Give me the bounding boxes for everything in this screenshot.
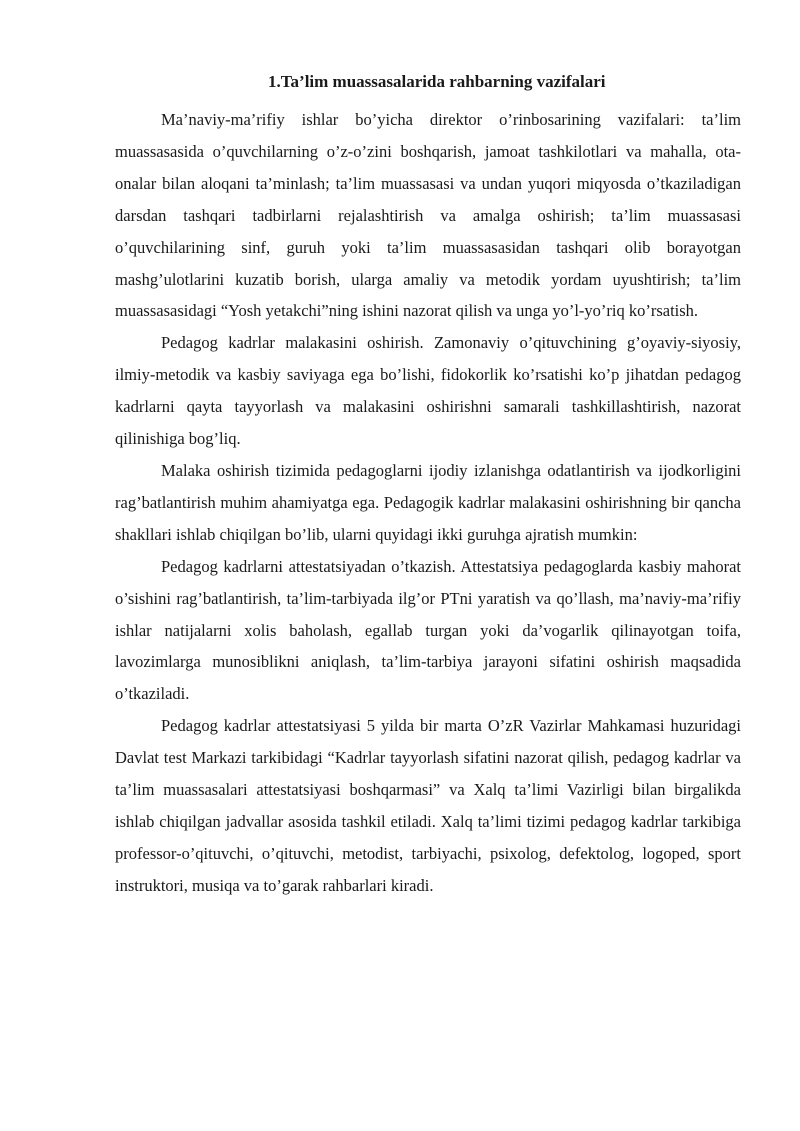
- document-body: [115, 104, 741, 902]
- paragraph: Malaka oshirish tizimida pedagoglarni ijodiy izlanishga odatlantirish va ijodkorligini rag’batlantirish muhim ahamiyatga ega. Pedagogik kadrlar malakasini oshirishning bir qancha shakllari ishlab chiqilgan bo’lib, ularni quyidagi ikki guruhga ajratish mumkin:: [115, 460, 741, 544]
- page-title: [0, 72, 800, 92]
- paragraph: Pedagog kadrlar malakasini oshirish. Zamonaviy o’qituvchining g’oyaviy-siyosiy, ilmiy-metodik va kasbiy saviyaga ega bo’lishi, fidokorlik ko’rsatishi ko’p jihatdan pedagog kadrlarni qayta tayyorlash va malakasini oshirishni samarali tashkillashtirish, nazorat qilinishiga bog’liq.: [115, 333, 741, 449]
- paragraph: Pedagog kadrlar attestatsiyasi 5 yilda bir marta O’zR Vazirlar Mahkamasi huzuridagi Davlat test Markazi tarkibidagi “Kadrlar tayyorlash sifatini nazorat qilish, pedagog kadrlar va ta’lim muassasalari attestatsiyasi boshqarmasi” va Xalq ta’limi Vazirligi bilan birgalikda ishlab chiqilgan jadvallar asosida tashkil etiladi. Xalq ta’limi tizimi pedagog kadrlar tarkibiga professor-o’qituvchi, o’qituvchi, metodist, tarbiyachi, psixolog, defektolog, logoped, sport instruktori, musiqa va to’garak rahbarlari kiradi.: [115, 716, 741, 895]
- paragraph: Pedagog kadrlarni attestatsiyadan o’tkazish. Attestatsiya pedagoglarda kasbiy mahorat o’sishini rag’batlantirish, ta’lim-tarbiyada ilg’or PTni yaratish va qo’llash, ma’naviy-ma’rifiy ishlar natijalarni xolis baholash, egallab turgan yoki da’vogarlik qilinayotgan toifa, lavozimlarga munosiblikni aniqlash, ta’lim-tarbiya jarayoni sifatini oshirish maqsadida o’tkaziladi.: [115, 556, 741, 704]
- page-title-text: 1.Ta’lim muassasalarida rahbarning vazifalari: [268, 72, 606, 91]
- paragraph: Ma’naviy-ma’rifiy ishlar bo’yicha direktor o’rinbosarining vazifalari: ta’lim muassasasida o’quvchilarning o’z-o’zini boshqarish, jamoat tashkilotlari va mahalla, ota-onalar bilan aloqani ta’minlash; ta’lim muassasasi va undan yuqori miqyosda o’tkaziladigan darsdan tashqari tadbirlarni rejalashtirish va amalga oshirish; ta’lim muassasasi o’quvchilarining sinf, guruh yoki ta’lim muassasasidan tashqari olib borayotgan mashg’ulotlarini kuzatib borish, ularga amaliy va metodik yordam uyushtirish; ta’lim muassasasidagi “Yosh yetakchi”ning ishini nazorat qilish va unga yo’l-yo’riq ko’rsatish.: [115, 110, 741, 321]
